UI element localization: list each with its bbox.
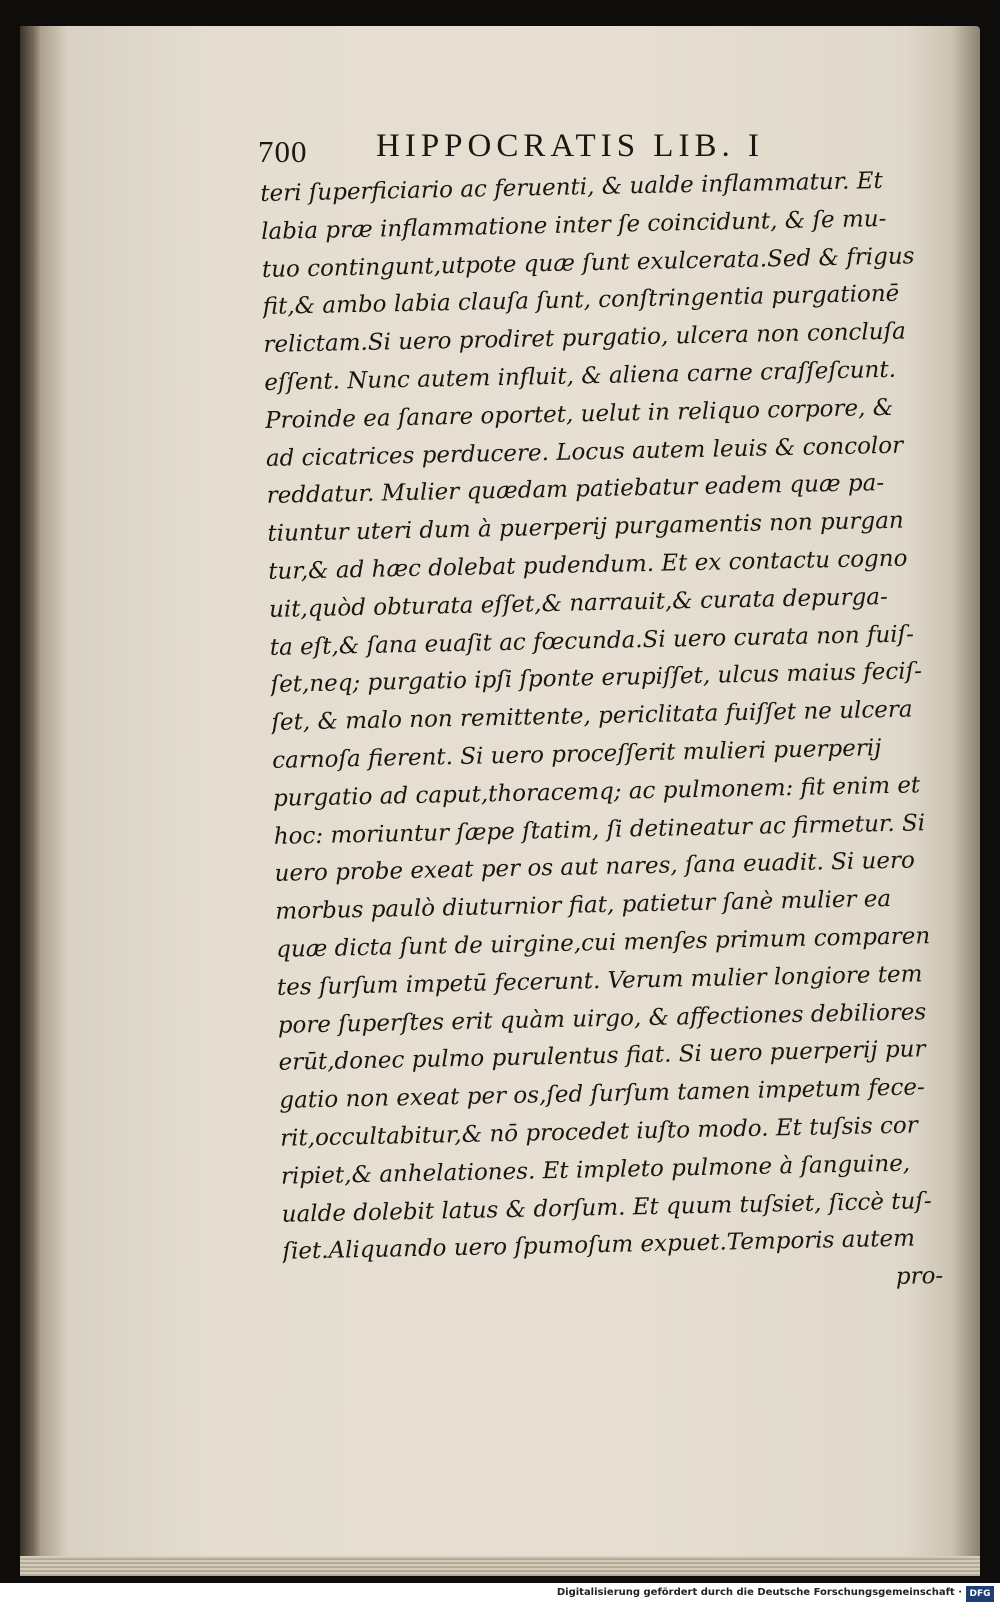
dfg-logo: DFG [966, 1586, 994, 1602]
page-stack-edge [20, 1556, 980, 1576]
text-line: relictam.Si uero prodiret purgatio, ulcera non concluſa [263, 318, 907, 359]
text-line: uero probe exeat per os aut nares, ſana euadit. Si uero [274, 847, 916, 888]
catchword: pro- [895, 1263, 944, 1291]
running-title: HIPPOCRATIS LIB. I [376, 128, 764, 164]
text-line: ta eſt,& ſana euaſit ac fœcunda.Si uero curata non fuiſ- [269, 620, 915, 661]
text-line: reddatur. Mulier quædam patiebatur eadem quæ pa- [266, 470, 885, 510]
text-line: eſſent. Nunc autem influit, & aliena carne craſſeſcunt. [264, 356, 897, 396]
text-line: purgatio ad caput,thoracemq; ac pulmonem: fit enim et [272, 772, 921, 812]
text-line: tur,& ad hæc dolebat pudendum. Et ex contactu cogno [268, 545, 908, 585]
page-gutter [20, 26, 42, 1576]
text-line: tes ſurſum impetū fecerunt. Verum mulier longiore tem [276, 961, 923, 1001]
text-line: morbus paulò diuturnior fiat, patietur ſanè mulier ea [275, 886, 892, 925]
text-line: ad cicatrices perducere. Locus autem leuis & concolor [265, 432, 904, 472]
text-line: pore ſuperſtes erit quàm uirgo, & affectiones debiliores [277, 998, 927, 1039]
text-line: quæ dicta ſunt de uirgine,cui menſes primum comparen [275, 923, 931, 963]
text-line: teri ſuperficiario ac feruenti, & ualde inflammatur. Et [260, 167, 884, 207]
text-line: ſiet.Aliquando uero ſpumoſum expuet.Temporis autem [282, 1225, 916, 1266]
text-line: gatio non exeat per os,ſed ſurſum tamen impetum fece- [279, 1074, 926, 1114]
text-line: ripiet,& anhelationes. Et impleto pulmone à ſanguine, [280, 1150, 911, 1190]
text-line: hoc: moriuntur ſæpe ſtatim, ſi detineatur ac firmetur. Si [273, 809, 926, 850]
text-line: ſet,neq; purgatio ipſi ſponte erupiſſet, ulcus maius feciſ- [270, 658, 923, 699]
text-line: fit,& ambo labia clauſa ſunt, conſtringentia purgationē [262, 281, 900, 321]
text-line: ualde dolebit latus & dorſum. Et quum tuſsiet, ſiccè tuſ- [281, 1187, 932, 1228]
text-line: rit,occultabitur,& nō procedet iuſto modo. Et tuſsis cor [279, 1112, 919, 1152]
page-number: 700 [258, 134, 308, 169]
text-line: Proinde ea ſanare oportet, uelut in reliquo corpore, & [264, 394, 894, 434]
text-line: uit,quòd obturata eſſet,& narrauit,& curata depurga- [268, 583, 889, 623]
text-block [260, 162, 944, 1309]
footer-bar [0, 1583, 1000, 1607]
text-line: tuo contingunt,utpote quæ ſunt exulcerata.Sed & frigus [261, 242, 915, 283]
text-line: erūt,donec pulmo purulentus fiat. Si uero puerperij pur [278, 1036, 926, 1077]
funding-notice: Digitalisierung gefördert durch die Deutsche Forschungsgemeinschaft · [556, 1587, 962, 1598]
text-line: carnoſa fierent. Si uero proceſſerit mulieri puerperij [271, 735, 882, 774]
text-line: tiuntur uteri dum à puerperij purgamentis non purgan [267, 507, 904, 548]
text-line: ſet, & malo non remittente, periclitata fuiſſet ne ulcera [271, 696, 913, 737]
text-line: labia præ inflammatione inter ſe coincidunt, & ſe mu- [260, 205, 887, 245]
